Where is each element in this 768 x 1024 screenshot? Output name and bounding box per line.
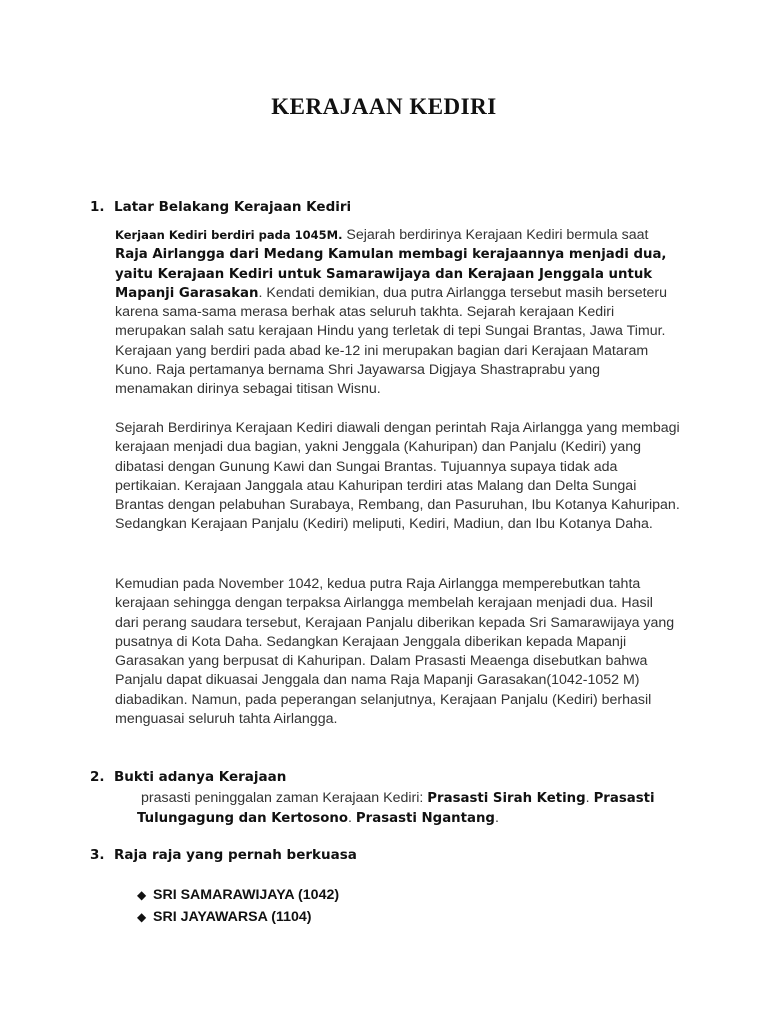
paragraph-3: Kemudian pada November 1042, kedua putra Raja Airlangga memperebutkan tahta kerajaan sehingga dengan terpaksa Airlangga membelah kerajaan menjadi dua. Hasil dari perang saudara tersebut, Kerajaan Panjalu diberikan kepada Sri Samarawijaya yang pusatnya di Kota Daha. Sedangkan Kerajaan Jenggala diberikan kepada Mapanji Garasakan yang berpusat di Kahuripan. Dalam Prasasti Meaenga disebutkan bahwa Panjalu dapat dikuasai Jenggala dan nama Raja Mapanji Garasakan(1042-1052 M) diabadikan. Namun, pada peperangan selanjutnya, Kerajaan Panjalu (Kediri) berhasil menguasai seluruh tahta Airlangga. xyxy=(115,576,675,728)
paragraph-1 xyxy=(115,226,680,400)
king-name: SRI SAMARAWIJAYA (1042) xyxy=(153,887,340,903)
section-heading-3 xyxy=(90,847,357,863)
section-heading-1 xyxy=(90,199,351,215)
section-number: 1. xyxy=(90,199,105,215)
inscription-name: Prasasti Tulungagung dan Kertosono xyxy=(137,791,655,826)
diamond-bullet-icon: ◆ xyxy=(137,888,147,902)
bukti-text: . xyxy=(494,809,499,826)
bukti-text: prasasti peninggalan zaman Kerajaan Kediri: xyxy=(141,790,428,806)
section-title: Raja raja yang pernah berkuasa xyxy=(114,847,357,863)
document-title: KERAJAAN KEDIRI xyxy=(271,94,497,119)
list-item xyxy=(137,887,339,903)
paragraph-2: Sejarah Berdirinya Kerajaan Kediri diawali dengan perintah Raja Airlangga yang membagi kerajaan menjadi dua bagian, yakni Jenggala (Kahuripan) dan Panjalu (Kediri) yang dibatasi dengan Gunung Kawi dan Sungai Brantas. Tujuannya supaya tidak ada pertikaian. Kerajaan Janggala atau Kahuripan terdiri atas Malang dan Delta Sungai Brantas dengan pelabuhan Surabaya, Rembang, dan Pasuruhan, Ibu Kotanya Kahuripan. Sedangkan Kerajaan Panjalu (Kediri) meliputi, Kediri, Madiun, dan Ibu Kotanya Daha. xyxy=(115,420,680,533)
king-name: SRI JAYAWARSA (1104) xyxy=(153,909,312,925)
bukti-paragraph xyxy=(137,789,697,828)
inscription-name: Prasasti Sirah Keting xyxy=(427,791,586,806)
diamond-bullet-icon: ◆ xyxy=(137,910,147,924)
paragraph-text: . Kendati demikian, dua putra Airlangga tersebut masih berseteru karena sama-sama merasa berhak atas seluruh takhta. Sejarah kerajaan Kediri merupakan salah satu kerajaan Hindu yang terletak di tepi Sungai Brantas, Jawa Timur. Kerajaan yang berdiri pada abad ke-12 ini merupakan bagian dari Kerajaan Mataram Kuno. Raja pertamanya bernama Shri Jayawarsa Digjaya Shastraprabu yang menamakan dirinya sebagai titisan Wisnu. xyxy=(115,284,668,398)
bukti-text: . xyxy=(348,809,356,826)
section-number: 2. xyxy=(90,769,105,785)
section-number: 3. xyxy=(90,847,105,863)
paragraph-text: Sejarah berdirinya Kerajaan Kediri bermula saat xyxy=(342,227,649,243)
section-title: Bukti adanya Kerajaan xyxy=(114,769,287,785)
section-heading-2 xyxy=(90,769,286,785)
inscription-name: Prasasti Ngantang xyxy=(355,810,495,826)
paragraph-lead: Kerjaan Kediri berdiri pada 1045M. xyxy=(115,228,343,242)
paragraph-emphasis: Raja Airlangga dari Medang Kamulan membagi kerajaannya menjadi dua, yaitu Kerajaan Kediri untuk Samarawijaya dan Kerajaan Jenggala untuk Mapanji Garasakan xyxy=(115,247,667,301)
section-title: Latar Belakang Kerajaan Kediri xyxy=(114,199,352,215)
bukti-text: . xyxy=(585,790,594,806)
list-item xyxy=(137,909,312,925)
